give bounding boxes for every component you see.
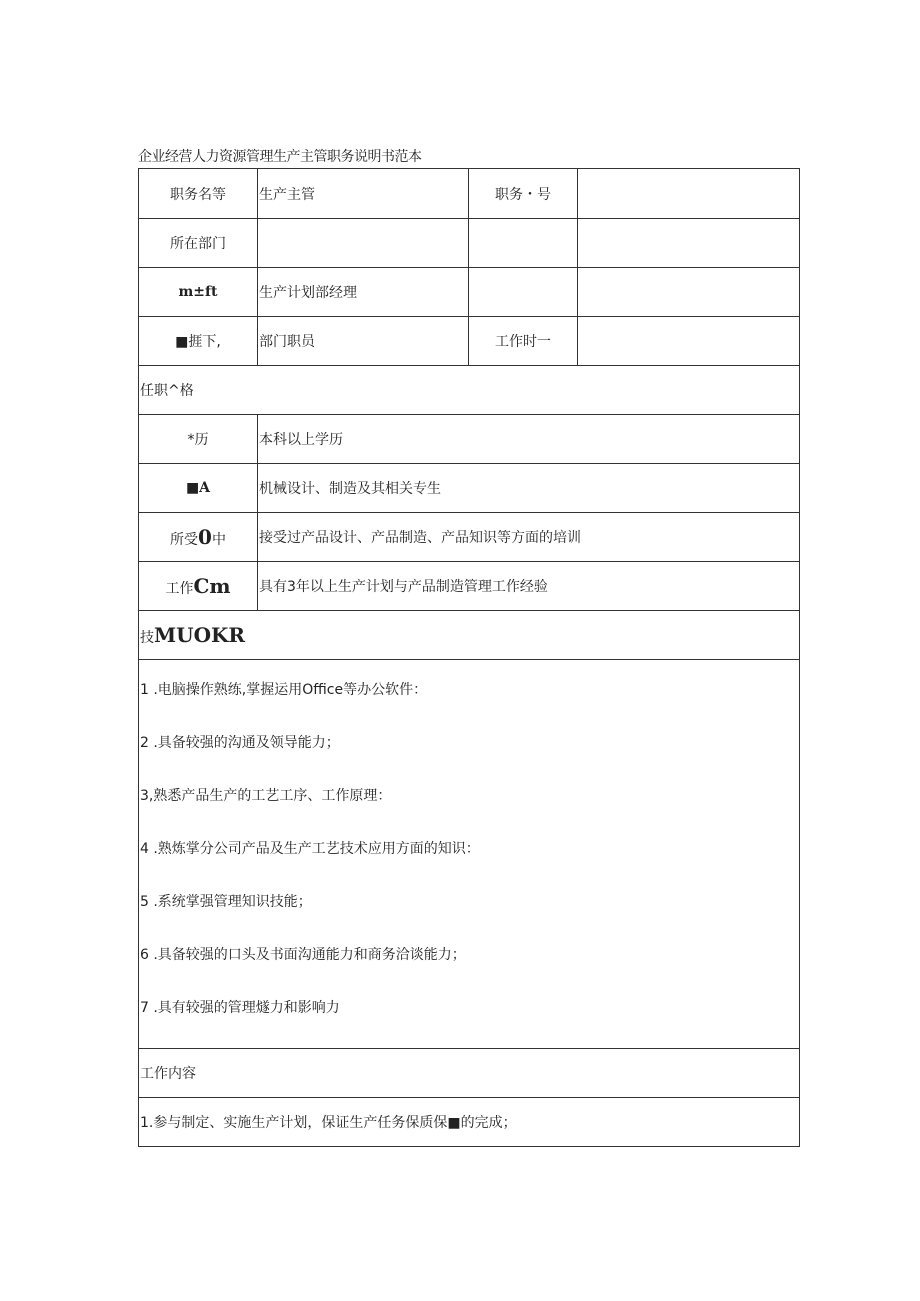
training-label-c: 中 [211,532,226,548]
training-label-b: 0 [198,525,212,549]
subordinate-label: ■捱下, [139,317,258,366]
training-value: 接受过产品设计、产品制造、产品知识等方面的培训 [258,513,800,562]
experience-label [139,562,258,611]
department-value [258,219,469,268]
empty-cell [469,268,578,317]
empty-cell [578,219,800,268]
department-label: 所在部门 [139,219,258,268]
subordinate-value: 部门职员 [258,317,469,366]
table-row [139,219,800,268]
education-label: *历 [139,415,258,464]
list-item: 7 .具有较强的管理燧力和影响力 [140,1000,340,1016]
work-time-value [578,317,800,366]
table-row [139,317,800,366]
training-label-a: 所受 [170,532,199,548]
table-row [139,1049,800,1098]
list-item: 6 .具备较强的口头及书面沟通能力和商务洽谈能力； [140,947,466,963]
table-row [139,1098,800,1147]
table-row [139,660,800,1049]
supervisor-value: 生产计划部经理 [258,268,469,317]
job-number-value [578,169,800,219]
document-title: 企业经营人力资源管理生产主管职务说明书范本 [138,149,422,165]
list-item: 5 .系统掌强管理知识技能； [140,894,312,910]
job-description-table [138,168,800,1147]
skills-list [139,660,800,1049]
empty-cell [578,268,800,317]
experience-value: 具有3年以上生产计划与产品制造管理工作经验 [258,562,800,611]
table-row [139,611,800,660]
job-title-label: 职务名等 [139,169,258,219]
table-row [139,513,800,562]
list-item: 1 .电脑操作熟练,掌握运用Office等办公软件： [140,682,428,698]
table-row [139,415,800,464]
skills-header-a: 技 [140,630,154,646]
empty-cell [469,219,578,268]
training-label [139,513,258,562]
major-value: 机械设计、制造及其相关专生 [258,464,800,513]
skills-header [139,611,800,660]
list-item: 3,熟悉产品生产的工艺工序、工作原理： [140,788,392,804]
job-number-label: 职务・号 [469,169,578,219]
table-row [139,562,800,611]
work-time-label: 工作时一 [469,317,578,366]
major-label: ■A [139,464,258,513]
work-content-item: 1.参与制定、实施生产计划，保证生产任务保质保■的完成； [139,1098,800,1147]
table-row [139,366,800,415]
skills-header-b: MUOKR [154,623,246,647]
supervisor-label: m±ft [139,268,258,317]
list-item: 2 .具备较强的沟通及领导能力； [140,735,340,751]
experience-label-a: 工作 [165,581,194,597]
list-item: 4 .熟炼掌分公司产品及生产工艺技术应用方面的知识： [140,841,480,857]
work-content-header: 工作内容 [139,1049,800,1098]
table-row [139,464,800,513]
table-row [139,169,800,219]
job-title-value: 生产主管 [258,169,469,219]
education-value: 本科以上学历 [258,415,800,464]
experience-label-b: Cm [193,574,231,598]
table-row [139,268,800,317]
qualification-header: 任职^格 [139,366,800,415]
